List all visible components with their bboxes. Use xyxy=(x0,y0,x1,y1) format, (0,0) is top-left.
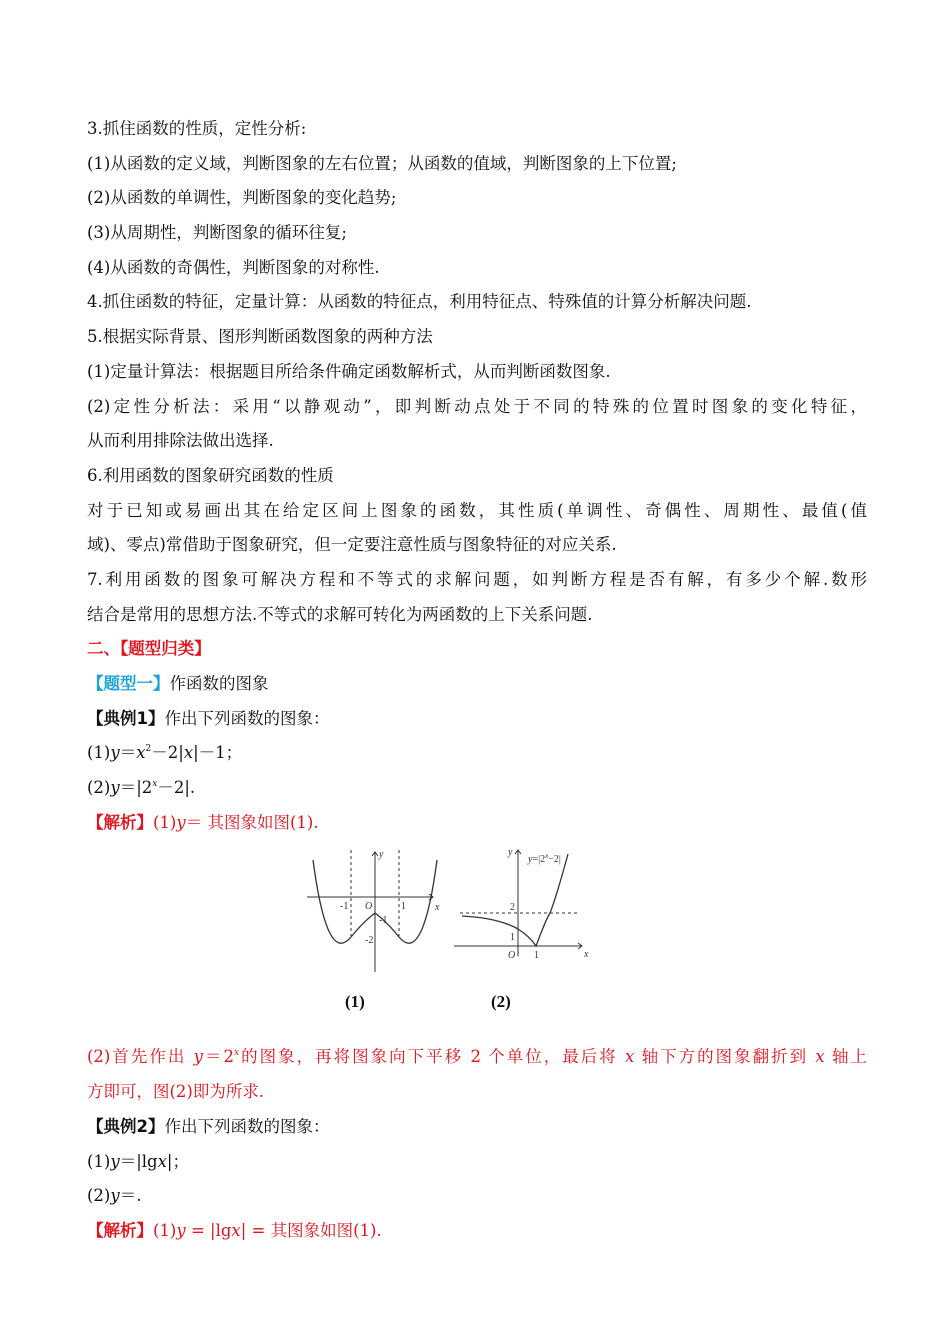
tick-label: 1 xyxy=(510,932,515,944)
math-text: ＝|lg xyxy=(119,1151,158,1171)
solution-text: 轴上 xyxy=(824,1047,867,1067)
var-x: x xyxy=(136,743,146,763)
section-heading: 二、【题型归类】 xyxy=(87,639,211,659)
math-text: |－1； xyxy=(193,743,243,763)
var-x: x xyxy=(157,1151,167,1171)
var-y: y xyxy=(176,1220,186,1240)
text-line: 域)、零点)常借助于图象研究，但一定要注意性质与图象特征的对应关系. xyxy=(87,535,617,555)
document-body xyxy=(87,112,867,1249)
var-y: y xyxy=(110,1186,120,1206)
text-line: 5.根据实际背景、图形判断函数图象的两种方法 xyxy=(87,327,433,347)
text-line: (2)从函数的单调性，判断图象的变化趋势; xyxy=(87,188,397,208)
solution-text: 的图象，再将图象向下平移 2 个单位，最后将 xyxy=(239,1047,626,1067)
var-y: y xyxy=(110,1151,120,1171)
example-1-item-1 xyxy=(87,736,867,771)
math-text: |； xyxy=(166,1151,189,1171)
text-line: (4)从函数的奇偶性，判断图象的对称性. xyxy=(87,257,380,277)
math-text: ＝. xyxy=(119,1186,142,1206)
origin-label: O xyxy=(365,901,373,913)
y-label: y xyxy=(379,849,384,861)
example-2-heading xyxy=(87,1110,867,1145)
var-y: y xyxy=(110,743,120,763)
graph-1 xyxy=(305,846,445,976)
example-tag: 【典例1】 xyxy=(87,708,165,728)
superscript: 2 xyxy=(145,744,152,755)
tick-label: -1 xyxy=(379,915,388,927)
example-text: 作出下列函数的图象： xyxy=(164,708,330,728)
type-heading xyxy=(87,667,867,702)
text-line: (1)从函数的定义域，判断图象的左右位置；从函数的值域，判断图象的上下位置; xyxy=(87,153,677,173)
example-2-item-1 xyxy=(87,1145,867,1180)
superscript: x xyxy=(234,1048,240,1059)
superscript: x xyxy=(152,779,158,790)
y-label: y xyxy=(508,847,513,859)
var-x: x xyxy=(231,1220,241,1240)
example-1-solution-2 xyxy=(87,1040,867,1075)
example-1-item-2 xyxy=(87,771,867,806)
var-y: y xyxy=(193,1047,203,1067)
tick-label: 1 xyxy=(401,901,406,913)
item-prefix: (1) xyxy=(87,1151,111,1171)
formula-part: −2| xyxy=(548,854,561,866)
type-title: 作函数的图象 xyxy=(169,674,269,693)
solution-text: (2)首先作出 xyxy=(87,1047,194,1067)
text-line: (1)定量计算法：根据题目所给条件确定函数解析式，从而判断函数图象. xyxy=(87,361,611,381)
tick-label: -1 xyxy=(340,901,349,913)
math-text: ＝ xyxy=(119,743,137,763)
example-tag: 【典例2】 xyxy=(87,1116,165,1136)
example-text: 作出下列函数的图象： xyxy=(164,1116,330,1136)
text-line: 从而利用排除法做出选择. xyxy=(87,431,274,451)
text-line: (2)定性分析法：采用“以静观动”，即判断动点处于不同的特殊的位置时图象的变化特征， xyxy=(87,396,867,416)
example-2-solution xyxy=(87,1214,867,1249)
x-label: x xyxy=(435,902,440,914)
math-text: －2|. xyxy=(157,778,196,798)
item-prefix: (2) xyxy=(87,1186,111,1206)
origin-label: O xyxy=(508,950,516,962)
formula-part: x xyxy=(545,852,549,861)
math-text: －2| xyxy=(151,743,184,763)
item-prefix: (2) xyxy=(87,778,111,798)
figures xyxy=(87,840,867,1020)
type-tag: 【题型一】 xyxy=(87,674,170,693)
figure-caption-2: (2) xyxy=(491,992,511,1012)
var-y: y xyxy=(176,812,186,832)
item-prefix: (1) xyxy=(153,812,177,832)
figure-caption-1: (1) xyxy=(345,992,365,1012)
item-prefix: (1) xyxy=(87,743,111,763)
example-1-solution-2-cont: 方即可，图(2)即为所求. xyxy=(87,1082,265,1102)
text-line: 4.抓住函数的特征，定量计算：从函数的特征点，利用特征点、特殊值的计算分析解决问题. xyxy=(87,292,752,312)
text-line: 对于已知或易画出其在给定区间上图象的函数，其性质(单调性、奇偶性、周期性、最值(值 xyxy=(87,500,867,520)
item-prefix: (1) xyxy=(153,1220,177,1240)
solution-text: | = 其图象如图(1). xyxy=(240,1220,382,1240)
curve xyxy=(462,854,568,946)
var-x: x xyxy=(815,1047,825,1067)
math-text: ＝2 xyxy=(203,1047,235,1067)
var-x: x xyxy=(183,743,194,763)
example-2-item-2 xyxy=(87,1179,867,1214)
math-text: ＝|2 xyxy=(119,778,153,798)
solution-tag: 【解析】 xyxy=(87,1220,153,1240)
text-line: 7.利用函数的图象可解决方程和不等式的求解问题，如判断方程是否有解，有多少个解.数形 xyxy=(87,569,867,589)
tick-label: -2 xyxy=(365,935,374,947)
text-line: 结合是常用的思想方法.不等式的求解可转化为两函数的上下关系问题. xyxy=(87,604,593,624)
tick-label: 1 xyxy=(534,950,539,962)
text-line: 6.利用函数的图象研究函数的性质 xyxy=(87,465,334,485)
graph-2 xyxy=(452,844,592,979)
solution-text: 轴下方的图象翻折到 xyxy=(634,1047,816,1067)
graph-formula xyxy=(527,852,561,865)
solution-text: ＝ 其图象如图(1). xyxy=(185,812,319,832)
formula-part: =|2 xyxy=(532,854,546,866)
text-line: (3)从周期性，判断图象的循环往复; xyxy=(87,223,347,243)
tick-label: 2 xyxy=(510,902,515,914)
text-line: 3.抓住函数的性质，定性分析: xyxy=(87,119,307,138)
example-1-solution xyxy=(87,806,867,841)
formula-part: y xyxy=(528,854,533,866)
example-1-heading xyxy=(87,702,867,737)
math-text: = |lg xyxy=(185,1220,232,1240)
solution-tag: 【解析】 xyxy=(87,812,153,832)
var-x: x xyxy=(625,1047,635,1067)
var-y: y xyxy=(110,778,120,798)
x-label: x xyxy=(584,949,589,961)
